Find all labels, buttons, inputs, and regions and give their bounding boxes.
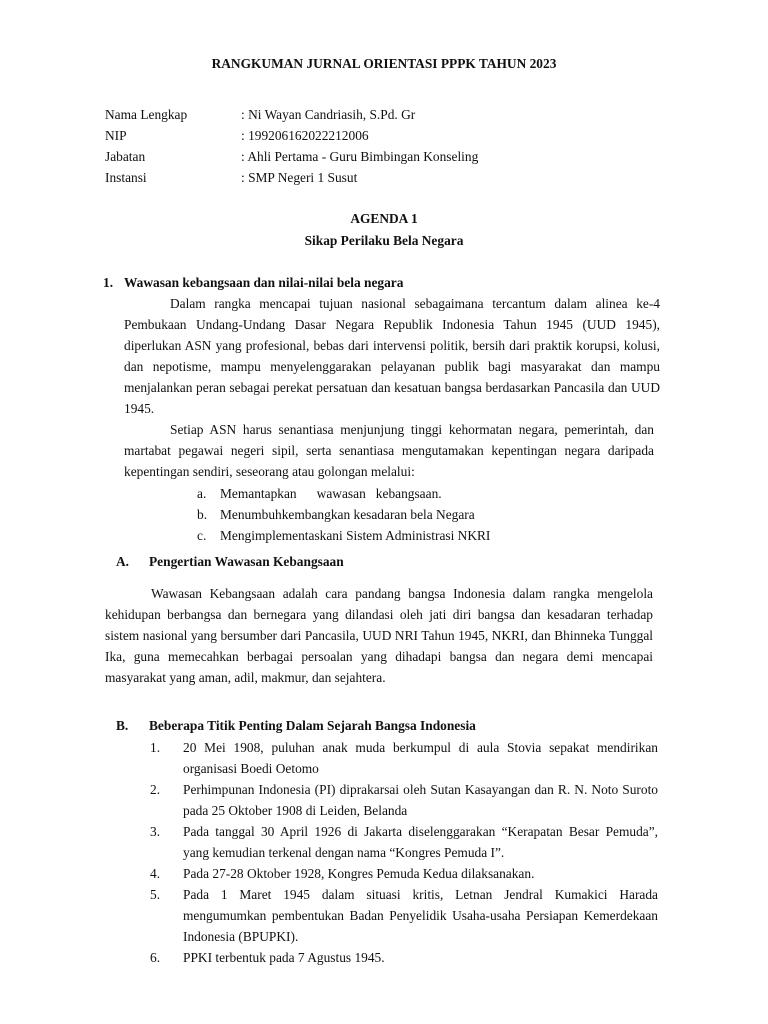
list-text: Pada 1 Maret 1945 dalam situasi kritis, Letnan Jendral Kumakici Harada mengumumkan pembentukan Badan Penyelidik Usaha-usaha Persiapan Kemerdekaan Indonesia (BPUPKI). (183, 887, 658, 944)
identity-value: : Ni Wayan Candriasih, S.Pd. Gr (241, 107, 416, 122)
list-text: 20 Mei 1908, puluhan anak muda berkumpul di aula Stovia sepakat mendirikan organisasi Boedi Oetomo (183, 740, 658, 776)
agenda-heading: AGENDA 1 (350, 211, 418, 226)
list-text: PPKI terbentuk pada 7 Agustus 1945. (183, 950, 385, 965)
list-item: Mengimplementaskani Sistem Administrasi NKRI (220, 528, 491, 543)
section-1-heading: Wawasan kebangsaan dan nilai-nilai bela negara (124, 275, 404, 290)
identity-label: Instansi (105, 170, 147, 185)
identity-row-nip (105, 125, 478, 146)
list-text: Perhimpunan Indonesia (PI) diprakarsai oleh Sutan Kasayangan dan R. N. Noto Suroto pada 25 Oktober 1908 di Leiden, Belanda (183, 782, 658, 818)
identity-value: : SMP Negeri 1 Susut (241, 170, 358, 185)
identity-block (105, 104, 478, 188)
identity-row-name (105, 104, 478, 125)
list-text: Pada tanggal 30 April 1926 di Jakarta diselenggarakan “Kerapatan Besar Pemuda”, yang kemudian terkenal dengan nama “Kongres Pemuda I”. (183, 824, 658, 860)
section-a-paragraph: Wawasan Kebangsaan adalah cara pandang bangsa Indonesia dalam rangka mengelola kehidupan berbangsa dan bernegara yang dilandasi oleh jati diri bangsa dan kesadaran terhadap sistem nasional yang bersumber dari Pancasila, UUD NRI Tahun 1945, NKRI, dan Bhinneka Tunggal Ika, guna memecahkan berbagai persoalan yang dihadapi bangsa dan negara demi mencapai masyarakat yang aman, adil, makmur, dan sejahtera. (105, 586, 653, 685)
list-item: Memantapkan wawasan kebangsaan. (220, 486, 442, 501)
identity-label: Nama Lengkap (105, 107, 188, 122)
list-number: 6. (150, 950, 161, 965)
identity-row-jabatan (105, 146, 478, 167)
section-b-letter: B. (116, 718, 129, 733)
list-item: Menumbuhkembangkan kesadaran bela Negara (220, 507, 475, 522)
list-text: Pada 27-28 Oktober 1928, Kongres Pemuda Kedua dilaksanakan. (183, 866, 535, 881)
list-number: 1. (150, 740, 161, 755)
list-number: 5. (150, 887, 161, 902)
list-number: 3. (150, 824, 161, 839)
section-b-heading: Beberapa Titik Penting Dalam Sejarah Bangsa Indonesia (149, 718, 476, 733)
section-1-paragraph-2: Setiap ASN harus senantiasa menjunjung tinggi kehormatan negara, pemerintah, dan martabat pegawai negeri sipil, serta senantiasa mengutamakan kepentingan negara daripada kepentingan sendiri, seseorang atau golongan melalui: (124, 422, 654, 479)
agenda-subheading: Sikap Perilaku Bela Negara (304, 233, 464, 248)
identity-label: Jabatan (105, 149, 146, 164)
section-a-letter: A. (116, 554, 130, 569)
identity-value: : Ahli Pertama - Guru Bimbingan Konseling (241, 149, 479, 164)
section-1-number: 1. (103, 275, 114, 290)
list-letter: c. (197, 528, 207, 543)
document-title: RANGKUMAN JURNAL ORIENTASI PPPK TAHUN 2023 (211, 56, 557, 71)
list-number: 2. (150, 782, 161, 797)
list-number: 4. (150, 866, 161, 881)
section-a-heading: Pengertian Wawasan Kebangsaan (149, 554, 344, 569)
identity-value: : 199206162022212006 (241, 128, 369, 143)
identity-label: NIP (105, 128, 127, 143)
identity-row-instansi (105, 167, 478, 188)
section-1-paragraph-1: Dalam rangka mencapai tujuan nasional sebagaimana tercantum dalam alinea ke-4 Pembukaan Undang-Undang Dasar Negara Republik Indonesia Tahun 1945 (UUD 1945), diperlukan ASN yang profesional, bebas dari intervensi politik, bersih dari praktik korupsi, kolusi, dan nepotisme, mampu menyelenggarakan pelayanan publik bagi masyarakat dan mampu menjalankan peran sebagai perekat persatuan dan kesatuan bangsa berdasarkan Pancasila dan UUD 1945. (124, 296, 660, 416)
list-letter: a. (197, 486, 207, 501)
list-letter: b. (197, 507, 208, 522)
